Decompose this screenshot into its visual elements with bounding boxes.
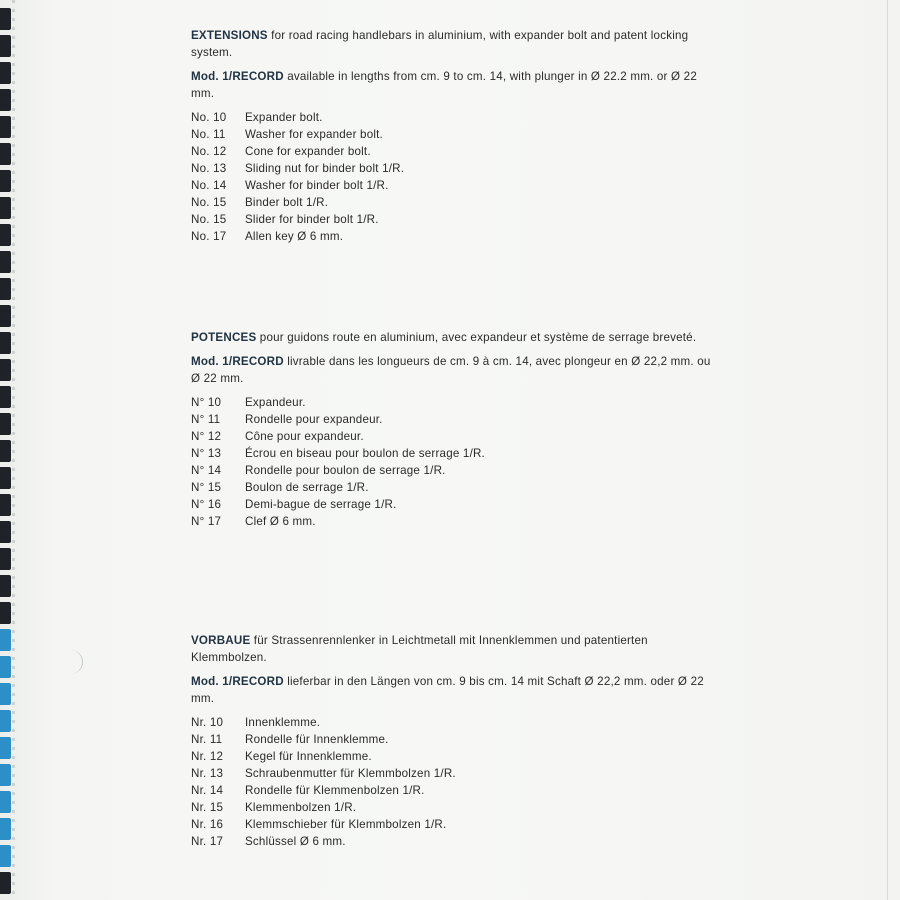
model-name: Mod. 1/RECORD <box>191 355 284 368</box>
binding-clip <box>0 602 11 624</box>
part-description: Rondelle für Innenklemme. <box>245 733 389 746</box>
model-text: livrable dans les longueurs de cm. 9 à cm. 14, avec plongeur en Ø 22,2 mm. ou Ø 22 mm. <box>191 355 711 385</box>
binding-clip <box>0 413 11 435</box>
binding-clip <box>0 467 11 489</box>
part-description: Allen key Ø 6 mm. <box>245 230 344 243</box>
list-item <box>191 731 711 748</box>
list-item <box>191 177 711 194</box>
part-number: No. 13 <box>191 162 227 175</box>
part-number: No. 12 <box>191 145 227 158</box>
paper-mark <box>62 650 83 674</box>
binding-clip <box>0 62 11 84</box>
list-item <box>191 109 711 126</box>
part-number: Nr. 10 <box>191 716 224 729</box>
binding-clip <box>0 440 11 462</box>
binding-clip <box>0 521 11 543</box>
binding-clip <box>0 278 11 300</box>
binding-clip <box>0 656 11 678</box>
section-english <box>191 27 711 245</box>
part-number: N° 17 <box>191 515 222 528</box>
list-item <box>191 394 711 411</box>
heading-text: für Strassenrennlenker in Leichtmetall mit Innenklemmen und patentierten Klemmbolzen. <box>191 634 648 664</box>
model-text: lieferbar in den Längen von cm. 9 bis cm. 14 mit Schaft Ø 22,2 mm. oder Ø 22 mm. <box>191 675 704 705</box>
section-heading <box>191 27 711 61</box>
part-number: No. 11 <box>191 128 226 141</box>
binding-clip <box>0 332 11 354</box>
binding-clip <box>0 116 11 138</box>
part-description: Clef Ø 6 mm. <box>245 515 316 528</box>
list-item <box>191 143 711 160</box>
part-number: No. 15 <box>191 196 227 209</box>
part-description: Rondelle pour boulon de serrage 1/R. <box>245 464 446 477</box>
binding-clip <box>0 143 11 165</box>
list-item <box>191 513 711 530</box>
part-description: Schlüssel Ø 6 mm. <box>245 835 346 848</box>
part-number: N° 13 <box>191 447 222 460</box>
binding-clip <box>0 35 11 57</box>
binding-clip <box>0 386 11 408</box>
binding-clip <box>0 737 11 759</box>
part-description: Klemmschieber für Klemmbolzen 1/R. <box>245 818 447 831</box>
part-description: Klemmenbolzen 1/R. <box>245 801 357 814</box>
spiral-binding <box>0 0 16 900</box>
binding-clip <box>0 359 11 381</box>
part-number: N° 12 <box>191 430 222 443</box>
part-number: Nr. 13 <box>191 767 224 780</box>
model-line <box>191 673 711 707</box>
list-item <box>191 228 711 245</box>
heading-text: for road racing handlebars in aluminium, with expander bolt and patent locking system. <box>191 29 689 59</box>
binding-clip <box>0 197 11 219</box>
part-description: Slider for binder bolt 1/R. <box>245 213 379 226</box>
binding-clip <box>0 251 11 273</box>
model-line <box>191 353 711 387</box>
list-item <box>191 799 711 816</box>
part-number: N° 14 <box>191 464 222 477</box>
list-item <box>191 126 711 143</box>
binding-clip <box>0 494 11 516</box>
binding-clip <box>0 683 11 705</box>
part-description: Cone for expander bolt. <box>245 145 371 158</box>
part-number: No. 14 <box>191 179 227 192</box>
binding-clip <box>0 764 11 786</box>
binding-clip <box>0 791 11 813</box>
part-number: Nr. 14 <box>191 784 224 797</box>
binding-clip <box>0 224 11 246</box>
part-description: Rondelle für Klemmenbolzen 1/R. <box>245 784 425 797</box>
binding-clip <box>0 872 11 894</box>
heading-keyword: VORBAUE <box>191 634 251 647</box>
list-item <box>191 411 711 428</box>
part-description: Washer for expander bolt. <box>245 128 383 141</box>
list-item <box>191 714 711 731</box>
binding-clip <box>0 818 11 840</box>
binding-clip <box>0 548 11 570</box>
list-item <box>191 160 711 177</box>
binding-clip <box>0 170 11 192</box>
binding-clip <box>0 710 11 732</box>
list-item <box>191 194 711 211</box>
section-heading <box>191 632 711 666</box>
list-item <box>191 462 711 479</box>
part-description: Rondelle pour expandeur. <box>245 413 383 426</box>
part-description: Écrou en biseau pour boulon de serrage 1/R. <box>245 447 485 460</box>
part-number: No. 15 <box>191 213 227 226</box>
part-number: N° 11 <box>191 413 221 426</box>
part-description: Innenklemme. <box>245 716 321 729</box>
list-item <box>191 833 711 850</box>
part-description: Boulon de serrage 1/R. <box>245 481 369 494</box>
section-german <box>191 632 711 850</box>
binding-clip <box>0 8 11 30</box>
part-description: Sliding nut for binder bolt 1/R. <box>245 162 405 175</box>
list-item <box>191 765 711 782</box>
model-name: Mod. 1/RECORD <box>191 70 284 83</box>
list-item <box>191 816 711 833</box>
part-description: Cône pour expandeur. <box>245 430 364 443</box>
part-description: Kegel für Innenklemme. <box>245 750 372 763</box>
section-french <box>191 329 711 530</box>
part-number: N° 16 <box>191 498 222 511</box>
list-item <box>191 496 711 513</box>
binding-clip <box>0 89 11 111</box>
part-description: Washer for binder bolt 1/R. <box>245 179 389 192</box>
part-number: Nr. 11 <box>191 733 223 746</box>
section-heading <box>191 329 711 346</box>
part-description: Expandeur. <box>245 396 306 409</box>
binding-clip <box>0 305 11 327</box>
heading-text: pour guidons route en aluminium, avec expandeur et système de serrage breveté. <box>256 331 697 344</box>
binding-clip <box>0 845 11 867</box>
parts-list <box>191 109 711 245</box>
part-number: N° 10 <box>191 396 222 409</box>
part-description: Binder bolt 1/R. <box>245 196 329 209</box>
binding-clip <box>0 575 11 597</box>
part-description: Expander bolt. <box>245 111 323 124</box>
part-description: Schraubenmutter für Klemmbolzen 1/R. <box>245 767 456 780</box>
model-text: available in lengths from cm. 9 to cm. 14, with plunger in Ø 22.2 mm. or Ø 22 mm. <box>191 70 697 100</box>
part-number: No. 17 <box>191 230 227 243</box>
part-number: Nr. 12 <box>191 750 224 763</box>
list-item <box>191 211 711 228</box>
part-number: No. 10 <box>191 111 227 124</box>
binding-holes <box>12 0 15 900</box>
part-description: Demi-bague de serrage 1/R. <box>245 498 397 511</box>
list-item <box>191 445 711 462</box>
parts-list <box>191 714 711 850</box>
parts-list <box>191 394 711 530</box>
part-number: N° 15 <box>191 481 222 494</box>
part-number: Nr. 15 <box>191 801 224 814</box>
part-number: Nr. 16 <box>191 818 224 831</box>
part-number: Nr. 17 <box>191 835 224 848</box>
heading-keyword: EXTENSIONS <box>191 29 268 42</box>
page-edge <box>887 0 888 900</box>
binding-clip <box>0 629 11 651</box>
list-item <box>191 748 711 765</box>
list-item <box>191 479 711 496</box>
list-item <box>191 782 711 799</box>
list-item <box>191 428 711 445</box>
heading-keyword: POTENCES <box>191 331 257 344</box>
model-line <box>191 68 711 102</box>
model-name: Mod. 1/RECORD <box>191 675 284 688</box>
